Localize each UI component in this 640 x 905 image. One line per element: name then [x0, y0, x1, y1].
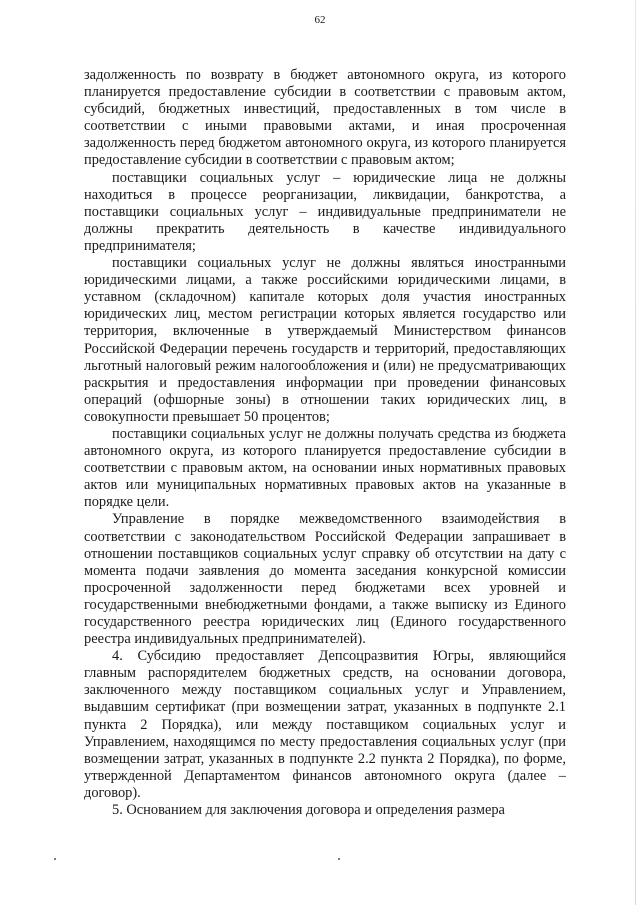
scan-speck — [338, 858, 340, 860]
paragraph-item-4: 4. Субсидию предоставляет Депсоцразвития Югры, являющийся главным распорядителем бюджетных средств, на основании договора, заключенного между поставщиком социальных услуг и Управлением, выдавшим сертификат (при возмещении затрат, указанных в подпункте 2.1 пункта 2 Порядка), или между поставщиком социальных услуг и Управлением, находящимся по месту предоставления социальных услуг (при возмещении затрат, указанных в подпункте 2.2 пункта 2 Порядка), по форме, утвержденной Департаментом финансов автономного округа (далее – договор). — [84, 648, 566, 801]
scan-speck — [54, 858, 56, 860]
paragraph-reorganization: поставщики социальных услуг – юридические лица не должны находиться в процессе реорганизации, ликвидации, банкротства, а поставщики социальных услуг – индивидуальные предприниматели не должны прекратить деятельность в качестве индивидуального предпринимателя; — [84, 169, 566, 254]
paragraph-debt-continuation: задолженность по возврату в бюджет автономного округа, из которого планируется предоставление субсидии в соответствии с правовым актом, субсидий, бюджетных инвестиций, предоставленных в том числе в соответствии с иными правовыми актами, и иная просроченная задолженность перед бюджетом автономного округа, из которого планируется предоставление субсидии в соответствии с правовым актом; — [84, 67, 566, 169]
document-body — [84, 67, 566, 819]
scan-edge-shadow — [635, 0, 636, 905]
paragraph-other-funds: поставщики социальных услуг не должны получать средства из бюджета автономного округа, из которого планируется предоставление субсидии в соответствии с правовым актом, на основании иных нормативных правовых актов или муниципальных нормативных правовых актов на указанные в порядке цели. — [84, 425, 566, 511]
paragraph-foreign-entities: поставщики социальных услуг не должны являться иностранными юридическими лицами, а также российскими юридическими лицами, в уставном (складочном) капитале которых доля участия иностранных юридических лиц, местом регистрации которых является государство или территория, включенные в утверждаемый Министерством финансов Российской Федерации перечень государств и территорий, предоставляющих льготный налоговый режим налогообложения и (или) не предусматривающих раскрытия и предоставления информации при проведении финансовых операций (офшорные зоны) в отношении таких юридических лиц, в совокупности превышает 50 процентов; — [84, 255, 566, 425]
paragraph-item-5: 5. Основанием для заключения договора и определения размера — [112, 802, 505, 819]
page-number: 62 — [314, 14, 326, 26]
paragraph-interagency-request: Управление в порядке межведомственного взаимодействия в соответствии с законодательством Российской Федерации запрашивает в отношении поставщиков социальных услуг справку об отсутствии на дату с момента подачи заявления до момента заседания конкурсной комиссии просроченной задолженности перед бюджетами всех уровней и государственными внебюджетными фондами, а также выписку из Единого государственного реестра юридических лиц (Единого государственного реестра индивидуальных предпринимателей). — [84, 511, 566, 648]
